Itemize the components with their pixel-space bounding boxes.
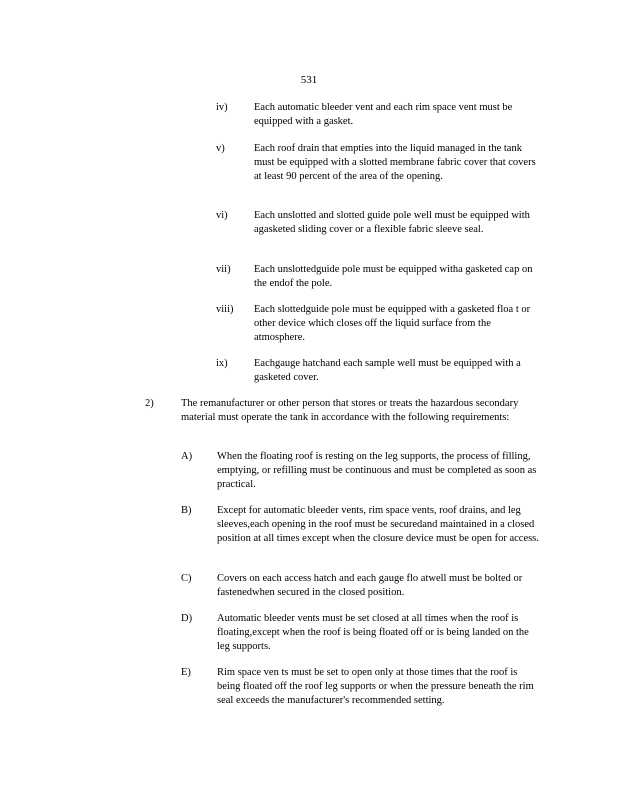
list-marker: ix) bbox=[216, 358, 228, 369]
list-item-text: Eachgauge hatchand each sample well must be equipped with a gasketed cover. bbox=[254, 358, 521, 383]
list-item-text: When the floating roof is resting on the leg supports, the process of filling, emptying, or refilling must be continuous and must be completed as soon as practical. bbox=[217, 451, 537, 490]
list-marker: E) bbox=[181, 667, 191, 678]
list-marker: D) bbox=[181, 613, 193, 624]
list-marker: B) bbox=[181, 505, 192, 516]
list-marker: viii) bbox=[216, 304, 234, 315]
list-item-text: Covers on each access hatch and each gauge flo atwell must be bolted or fastenedwhen secured in the closed position. bbox=[217, 573, 523, 598]
list-item-text: Each unslotted and slotted guide pole well must be equipped with agasketed sliding cover or a flexible fabric sleeve seal. bbox=[254, 210, 530, 235]
list-item-text: Each slottedguide pole must be equipped with a gasketed floa t or other device which closes off the liquid surface from the atmosphere. bbox=[254, 304, 531, 343]
list-marker: C) bbox=[181, 573, 192, 584]
list-item-text: Each roof drain that empties into the liquid managed in the tank must be equipped with a slotted membrane fabric cover that covers at least 90 percent of the area of the opening. bbox=[254, 143, 536, 182]
list-item-text: The remanufacturer or other person that stores or treats the hazardous secondary material must operate the tank in accordance with the following requirements: bbox=[181, 398, 519, 423]
list-marker: iv) bbox=[216, 102, 228, 113]
list-item-text: Except for automatic bleeder vents, rim space vents, roof drains, and leg sleeves,each opening in the roof must be securedand maintained in a closed position at all times except when the closure device must be open for access. bbox=[217, 505, 539, 544]
page-number: 531 bbox=[300, 74, 318, 86]
list-marker: vii) bbox=[216, 264, 231, 275]
list-item-text: Rim space ven ts must be set to open only at those times that the roof is being floated off the roof leg supports or when the pressure beneath the rim seal exceeds the manufacturer's recommended setting. bbox=[217, 667, 534, 706]
list-marker: vi) bbox=[216, 210, 228, 221]
list-marker: v) bbox=[216, 143, 225, 154]
list-marker: A) bbox=[181, 451, 193, 462]
list-item-text: Each automatic bleeder vent and each rim space vent must be equipped with a gasket. bbox=[254, 102, 513, 127]
list-marker: 2) bbox=[145, 398, 154, 409]
list-item-text: Each unslottedguide pole must be equipped witha gasketed cap on the endof the pole. bbox=[254, 264, 533, 289]
list-item-text: Automatic bleeder vents must be set closed at all times when the roof is floating,except when the roof is being floated off or is being landed on the leg supports. bbox=[217, 613, 529, 652]
